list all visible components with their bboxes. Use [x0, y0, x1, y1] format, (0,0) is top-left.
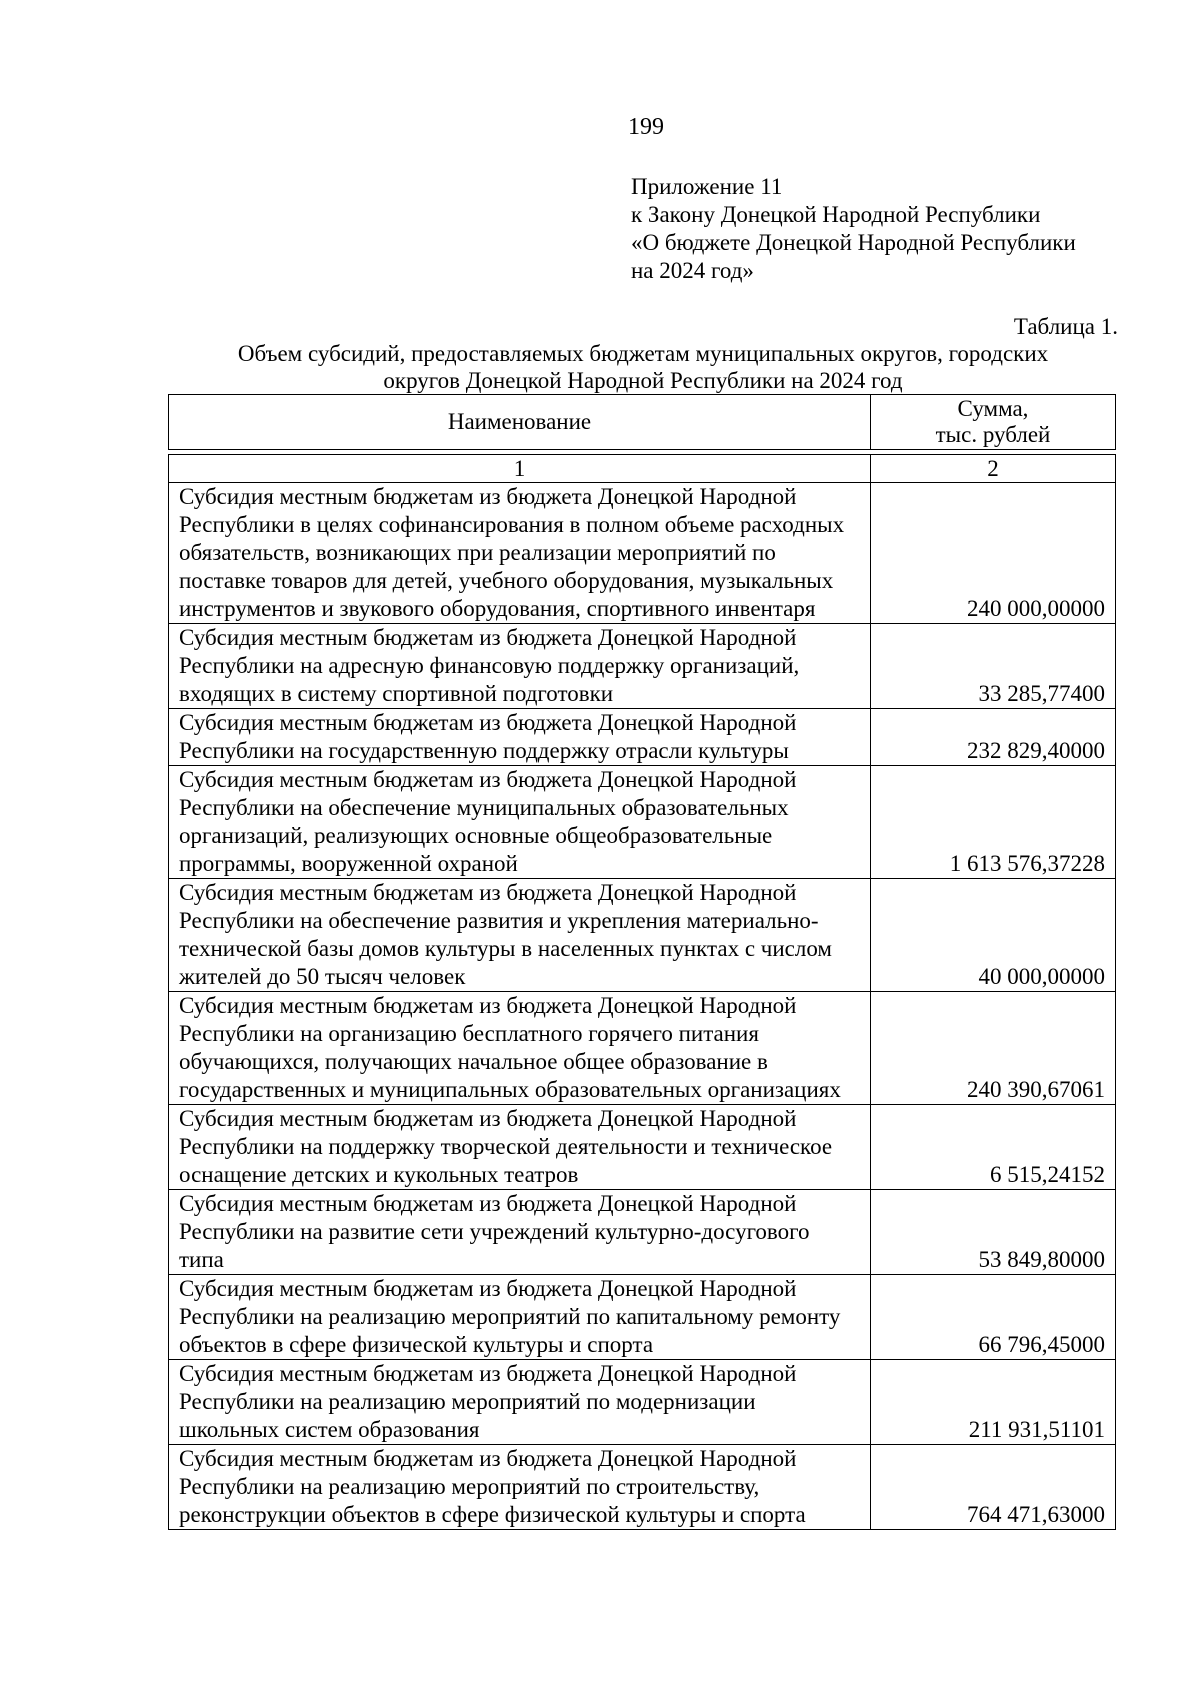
appendix-line: Приложение 11 [631, 174, 783, 199]
table-caption: Таблица 1. [1013, 314, 1118, 339]
subsidy-amount-cell: 66 796,45000 [871, 1275, 1116, 1360]
column-number-row [169, 455, 1116, 483]
table-row [169, 1105, 1116, 1190]
subsidy-name-cell: Субсидия местным бюджетам из бюджета Донецкой Народной Республики на реализацию мероприятий по строительству, реконструкции объектов в сфере физической культуры и спорта [169, 1445, 871, 1530]
table-row [169, 1360, 1116, 1445]
subsidy-amount-cell: 240 000,00000 [871, 483, 1116, 624]
table-row [169, 1275, 1116, 1360]
subsidies-table [168, 454, 1116, 1530]
header-sum-line: тыс. рублей [935, 422, 1051, 447]
table-row [169, 879, 1116, 992]
table-row [169, 992, 1116, 1105]
subsidy-name-cell: Субсидия местным бюджетам из бюджета Донецкой Народной Республики на реализацию мероприятий по капитальному ремонту объектов в сфере физической культуры и спорта [169, 1275, 871, 1360]
subsidy-name-cell: Субсидия местным бюджетам из бюджета Донецкой Народной Республики на организацию бесплатного горячего питания обучающихся, получающих начальное общее образование в государственных и муниципальных образовательных организациях [169, 992, 871, 1105]
appendix-line: «О бюджете Донецкой Народной Республики [631, 230, 1076, 255]
subsidy-name-cell: Субсидия местным бюджетам из бюджета Донецкой Народной Республики на поддержку творческой деятельности и техническое оснащение детских и кукольных театров [169, 1105, 871, 1190]
subsidy-name-cell: Субсидия местным бюджетам из бюджета Донецкой Народной Республики на реализацию мероприятий по модернизации школьных систем образования [169, 1360, 871, 1445]
title-line: округов Донецкой Народной Республики на 2024 год [383, 368, 903, 393]
subsidy-name-cell: Субсидия местным бюджетам из бюджета Донецкой Народной Республики на обеспечение развития и укрепления материально-технической базы домов культуры в населенных пунктах с числом жителей до 50 тысяч человек [169, 879, 871, 992]
header-name-cell: Наименование [169, 395, 871, 450]
subsidy-amount-cell: 1 613 576,37228 [871, 766, 1116, 879]
appendix-block [631, 173, 1076, 285]
table-row [169, 709, 1116, 766]
appendix-line: на 2024 год» [631, 258, 754, 283]
subsidy-name-cell: Субсидия местным бюджетам из бюджета Донецкой Народной Республики на развитие сети учреждений культурно-досугового типа [169, 1190, 871, 1275]
subsidy-amount-cell: 240 390,67061 [871, 992, 1116, 1105]
subsidy-amount-cell: 211 931,51101 [871, 1360, 1116, 1445]
table-row [169, 483, 1116, 624]
table-row [169, 1190, 1116, 1275]
subsidy-name-cell: Субсидия местным бюджетам из бюджета Донецкой Народной Республики на обеспечение муниципальных образовательных организаций, реализующих основные общеобразовательные программы, вооруженной охраной [169, 766, 871, 879]
subsidy-amount-cell: 6 515,24152 [871, 1105, 1116, 1190]
title-line: Объем субсидий, предоставляемых бюджетам муниципальных округов, городских [237, 341, 1049, 366]
table-row [169, 624, 1116, 709]
column-number: 2 [871, 455, 1116, 483]
subsidy-name-cell: Субсидия местным бюджетам из бюджета Донецкой Народной Республики в целях софинансирования в полном объеме расходных обязательств, возникающих при реализации мероприятий по поставке товаров для детей, учебного оборудования, музыкальных инструментов и звукового оборудования, спортивного инвентаря [169, 483, 871, 624]
subsidy-amount-cell: 33 285,77400 [871, 624, 1116, 709]
page-number: 199 [628, 114, 664, 140]
subsidy-amount-cell: 764 471,63000 [871, 1445, 1116, 1530]
table-header [168, 394, 1116, 450]
subsidy-name-cell: Субсидия местным бюджетам из бюджета Донецкой Народной Республики на государственную поддержку отрасли культуры [169, 709, 871, 766]
table-row [169, 1445, 1116, 1530]
column-number: 1 [169, 455, 871, 483]
header-sum-line: Сумма, [957, 396, 1029, 421]
header-row [169, 395, 1116, 450]
header-sum-cell [871, 395, 1116, 450]
table-row [169, 766, 1116, 879]
appendix-line: к Закону Донецкой Народной Республики [631, 202, 1041, 227]
subsidy-amount-cell: 40 000,00000 [871, 879, 1116, 992]
subsidy-amount-cell: 232 829,40000 [871, 709, 1116, 766]
subsidy-name-cell: Субсидия местным бюджетам из бюджета Донецкой Народной Республики на адресную финансовую поддержку организаций, входящих в систему спортивной подготовки [169, 624, 871, 709]
document-title [168, 340, 1118, 394]
subsidy-amount-cell: 53 849,80000 [871, 1190, 1116, 1275]
